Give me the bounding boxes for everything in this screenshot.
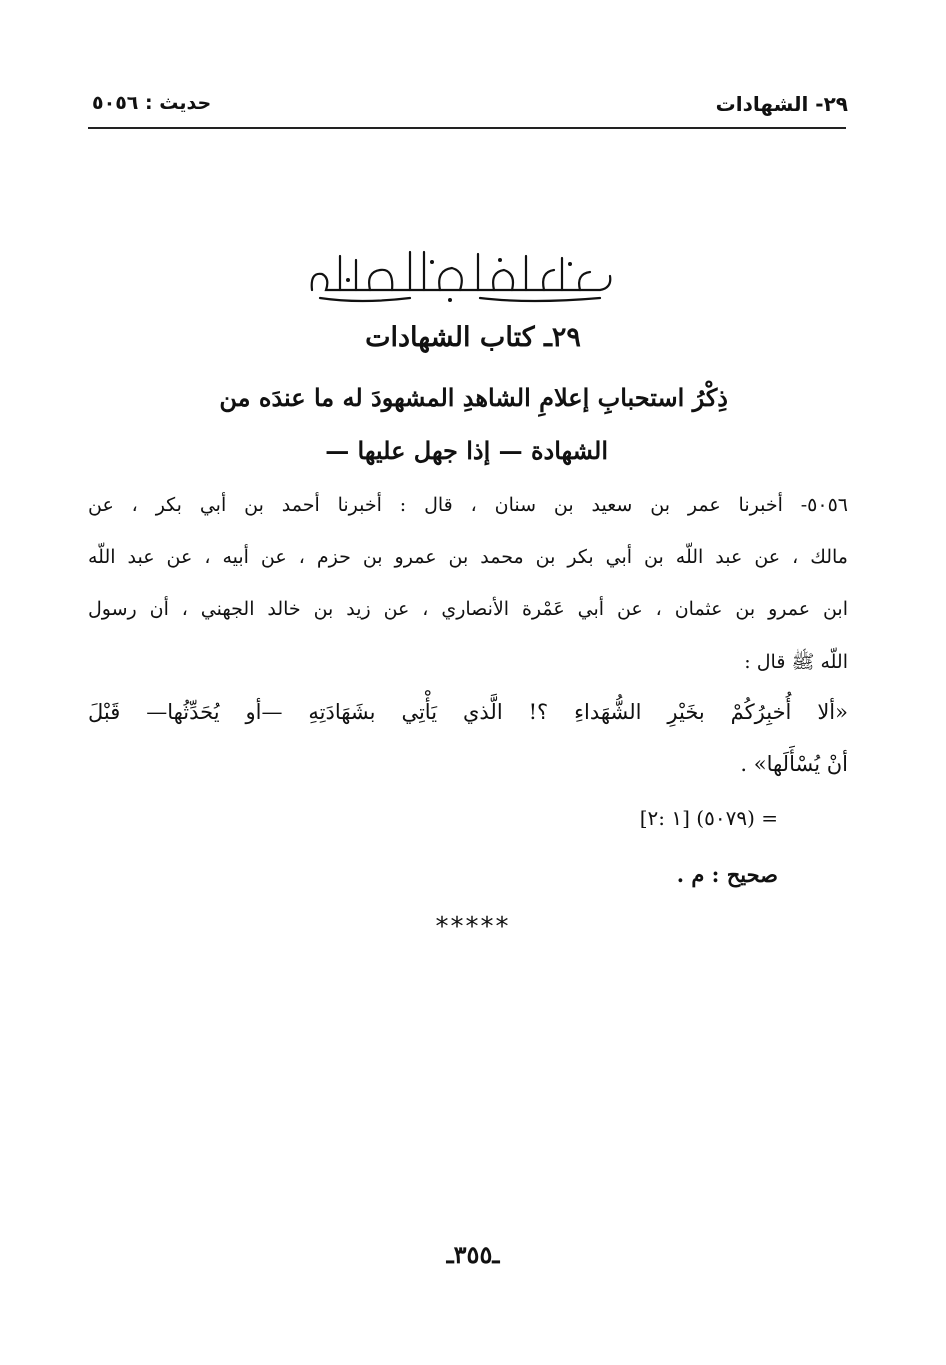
section-separator: ***** (435, 912, 511, 942)
header-rule (88, 127, 846, 129)
hadith-number-header: حديث : ٥٠٥٦ (92, 92, 212, 114)
hadith-text-line-1: ٥٠٥٦- أخبرنا عمر بن سعيد بن سنان ، قال : أخبرنا أحمد بن أبي بكر ، عن (88, 494, 848, 516)
authenticity-grading: صحيح : م . (676, 862, 778, 887)
subheading-line-1: ذِكْرُ استحبابِ إعلامِ الشاهدِ المشهودَ له ما عندَه من (219, 383, 728, 412)
prophetic-quote-line-2: أنْ يُسْأَلَها» . (740, 752, 848, 776)
hadith-text-line-3: ابن عمرو بن عثمان ، عن أبي عَمْرة الأنصاري ، عن زيد بن خالد الجهني ، أن رسول (88, 598, 848, 620)
basmala-calligraphy (300, 242, 625, 304)
subheading-line-2: الشهادة — إذا جهل عليها — (325, 436, 608, 465)
chapter-title: ٢٩ـ كتاب الشهادات (365, 322, 581, 353)
prophetic-quote-line-1: «ألا أُخبِرُكُمْ بخَيْرِ الشُّهَداءِ ؟! الَّذي يَأْتِي بشَهَادَتِهِ —أو يُحَدِّثُها— قَبْلَ (88, 700, 848, 724)
page-number: ـ٣٥٥ـ (446, 1240, 500, 1269)
hadith-text-line-2: مالك ، عن عبد اللّه بن أبي بكر بن محمد بن عمرو بن حزم ، عن أبيه ، عن عبد اللّه (88, 546, 848, 568)
hadith-text-line-4: اللّه ﷺ قال : (744, 651, 848, 673)
cross-reference: = (٥٠٧٩) [١ :٢] (639, 806, 778, 830)
running-chapter-title: ٢٩- الشهادات (715, 92, 848, 116)
